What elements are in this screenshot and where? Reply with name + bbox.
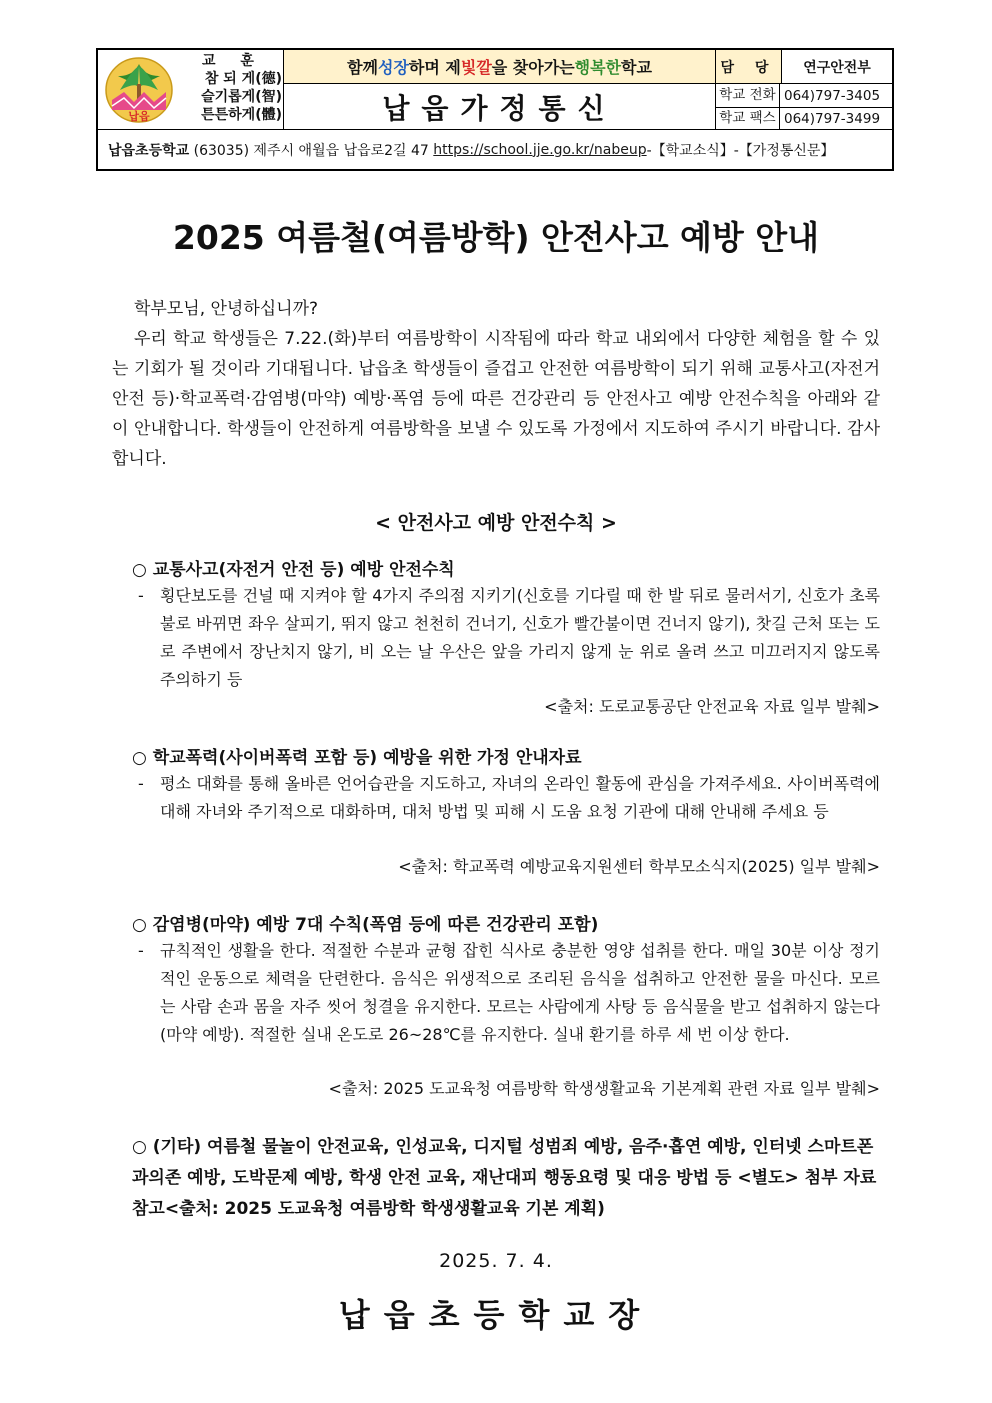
website-path-suffix: -【학교소식】-【가정통신문】 [646, 142, 835, 159]
logo-motto-cell [98, 50, 284, 130]
phone-number: 064)797-3405 [784, 87, 881, 104]
slogan-part-happy: 행복한 [574, 58, 622, 77]
principal-signature: 납읍초등학교장 [338, 1296, 654, 1334]
slogan-part: 하며 제 [408, 58, 461, 77]
item-heading-traffic: ○ 교통사고(자전거 안전 등) 예방 안전수칙 [132, 560, 455, 580]
item-source-school-violence: <출처: 학교폭력 예방교육지원센터 학부모소식지(2025) 일부 발췌> [398, 857, 880, 876]
phone-label: 학교 전화 [716, 84, 780, 107]
item-extra-other: ○ (기타) 여름철 물놀이 안전교육, 인성교육, 디지털 성범죄 예방, 음주·흡연 예방, 인터넷 스마트폰 과의존 예방, 도박문제 예방, 학생 안전 교육, 재난대피 행동요령 및 대응 방법 등 <별도> 첨부 자료 참고<출처: 2025 도교육청 여름방학 학생생활교육 기본 계획) [132, 1137, 877, 1219]
kyohun-line-2: 슬기롭게(智) [201, 89, 282, 105]
role-label: 담 당 [716, 50, 782, 84]
item-source-traffic: <출처: 도로교통공단 안전교육 자료 일부 발췌> [544, 697, 880, 716]
logo-text: 납읍 [128, 110, 150, 123]
school-name: 납읍초등학교 [108, 142, 190, 159]
item-text: 평소 대화를 통해 올바른 언어습관을 지도하고, 자녀의 온라인 활동에 관심을 가져주세요. 사이버폭력에 대해 자녀와 주기적으로 대화하며, 대처 방법 및 피해 시 도움 요청 기관에 대해 안내해 주세요 등 [160, 774, 880, 821]
section-title: < 안전사고 예방 안전수칙 > [375, 512, 617, 534]
school-motto-kyohun [174, 52, 282, 124]
slogan-part-growth: 성장 [377, 58, 409, 77]
item-text: 횡단보도를 건널 때 지켜야 할 4가지 주의점 지키기(신호를 기다릴 때 한 발 뒤로 물러서기, 신호가 초록불로 바뀌면 좌우 살피기, 뛰지 않고 천천히 건너기, 신호가 빨간불이면 건너지 않기), 찻길 근처 또는 도로 주변에서 장난치지 않기, 비 오는 날 우산은 앞을 가리지 않게 눈 위로 올려 쓰고 미끄러지지 않도록 주의하기 등 [160, 586, 880, 689]
fax-row [716, 107, 892, 130]
kyohun-title: 교 훈 [202, 53, 264, 69]
item-body-school-violence: - 평소 대화를 통해 올바른 언어습관을 지도하고, 자녀의 온라인 활동에 관심을 가져주세요. 사이버폭력에 대해 자녀와 주기적으로 대화하며, 대처 방법 및 피해 시 도움 요청 기관에 대해 안내해 주세요 등 [138, 770, 880, 826]
item-heading-school-violence: ○ 학교폭력(사이버폭력 포함 등) 예방을 위한 가정 안내자료 [132, 748, 582, 768]
kyohun-line-3: 튼튼하게(體) [201, 107, 282, 123]
slogan-part-color: 빛깔 [460, 58, 492, 77]
document-title: 2025 여름철(여름방학) 안전사고 예방 안내 [172, 218, 820, 257]
newsletter-title: 납읍가정통신 [284, 84, 716, 130]
document-date: 2025. 7. 4. [439, 1250, 553, 1272]
slogan-part: 을 찾아가는 [491, 58, 575, 77]
fax-label: 학교 팩스 [716, 107, 780, 130]
school-logo-icon [104, 56, 174, 124]
kyohun-line-1: 참 되 게(德) [204, 71, 282, 87]
slogan-part: 학교 [621, 58, 652, 77]
item-body-disease: - 규칙적인 생활을 한다. 적절한 수분과 균형 잡힌 식사로 충분한 영양 섭취를 한다. 매일 30분 이상 정기적인 운동으로 체력을 단련한다. 음식은 위생적으로 조리된 음식을 섭취하고 안전한 물을 마신다. 모르는 사람 손과 몸을 자주 씻어 청결을 유지한다. 모르는 사람에게 사탕 등 음식물을 받고 섭취하지 않는다(마약 예방). 적절한 실내 온도로 26~28℃를 유지한다. 실내 환기를 하루 세 번 이상 한다. [138, 937, 880, 1049]
greeting: 학부모님, 안녕하십니까? [134, 299, 319, 319]
newsletter-header [96, 48, 894, 171]
school-address-bar [98, 130, 892, 169]
school-slogan [284, 50, 716, 84]
item-text: 규칙적인 생활을 한다. 적절한 수분과 균형 잡힌 식사로 충분한 영양 섭취를 한다. 매일 30분 이상 정기적인 운동으로 체력을 단련한다. 음식은 위생적으로 조리된 음식을 섭취하고 안전한 물을 마신다. 모르는 사람 손과 몸을 자주 씻어 청결을 유지한다. 모르는 사람에게 사탕 등 음식물을 받고 섭취하지 않는다(마약 예방). 적절한 실내 온도로 26~28℃를 유지한다. 실내 환기를 하루 세 번 이상 한다. [160, 941, 880, 1044]
phone-row [716, 84, 892, 108]
item-heading-disease: ○ 감염병(마약) 예방 7대 수칙(폭염 등에 따른 건강관리 포함) [132, 915, 599, 935]
item-source-disease: <출처: 2025 도교육청 여름방학 학생생활교육 기본계획 관련 자료 일부 발췌> [328, 1079, 880, 1098]
item-body-traffic: - 횡단보도를 건널 때 지켜야 할 4가지 주의점 지키기(신호를 기다릴 때 한 발 뒤로 물러서기, 신호가 초록불로 바뀌면 좌우 살피기, 뛰지 않고 천천히 건너기, 신호가 빨간불이면 건너지 않기), 찻길 근처 또는 도로 주변에서 장난치지 않기, 비 오는 날 우산은 앞을 가리지 않게 눈 위로 올려 쓰고 미끄러지지 않도록 주의하기 등 [138, 582, 880, 694]
school-website-link[interactable]: https://school.jje.go.kr/nabeup [433, 141, 647, 158]
intro-paragraph: 우리 학교 학생들은 7.22.(화)부터 여름방학이 시작됨에 따라 학교 내외에서 다양한 체험을 할 수 있는 기회가 될 것이라 기대됩니다. 납읍초 학생들이 즐겁고 안전한 여름방학이 되기 위해 교통사고(자전거 안전 등)·학교폭력·감염병(마약) 예방·폭염 등에 따른 건강관리 등 안전사고 예방 안전수칙을 아래와 같이 안내합니다. 학생들이 안전하게 여름방학을 보낼 수 있도록 가정에서 지도하여 주시기 바랍니다. 감사합니다. [112, 329, 880, 469]
department-name: 연구안전부 [782, 50, 892, 84]
school-address: (63035) 제주시 애월읍 납읍로2길 47 [193, 142, 429, 159]
fax-number: 064)797-3499 [784, 110, 881, 127]
contact-info [716, 84, 892, 130]
slogan-part: 함께 [347, 58, 378, 77]
